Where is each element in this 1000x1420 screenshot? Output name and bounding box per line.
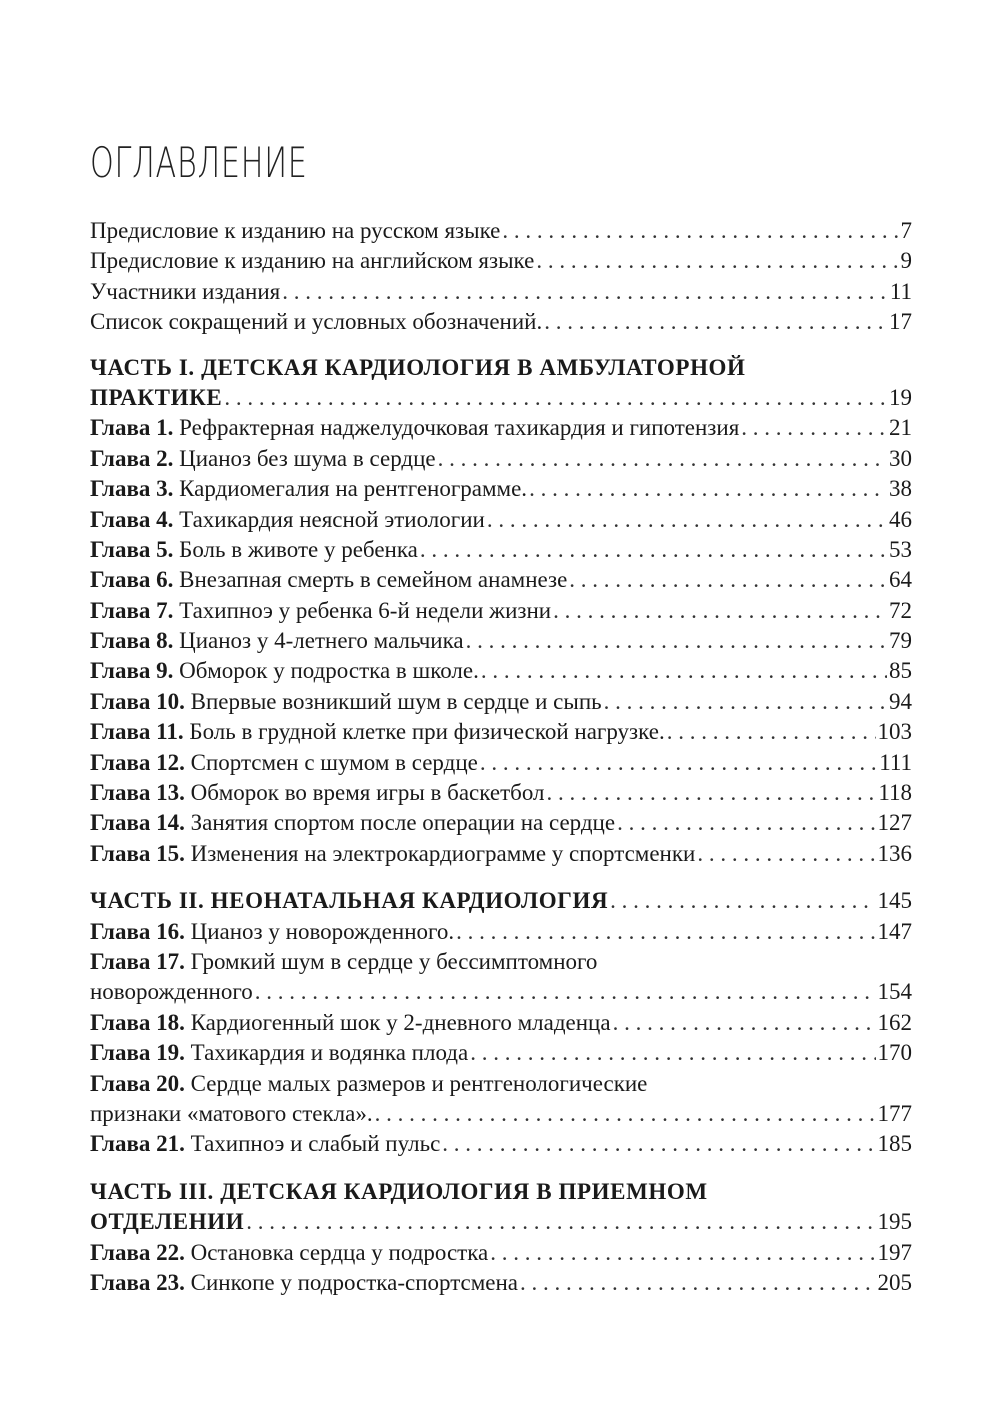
leader-dots [487, 505, 887, 535]
chapter-entry-cont[interactable] [90, 977, 912, 1007]
chapter-title: Тахикардия неясной этиологии [179, 506, 485, 532]
chapter-title: Рефрактерная наджелудочковая тахикардия и гипотензия [179, 415, 740, 441]
leader-dots [613, 1008, 876, 1038]
chapter-title: Боль в животе у ребенка [179, 536, 418, 562]
leader-dots [604, 687, 887, 717]
chapter-title: Изменения на электрокардиограмме у спортсменки [190, 840, 696, 866]
chapter-title: Цианоз без шума в сердце [179, 445, 436, 471]
chapter-entry[interactable] [90, 778, 912, 808]
leader-dots [246, 1207, 875, 1237]
chapter-title: признаки «матового стекла». [90, 1100, 373, 1126]
chapter-title: Цианоз у новорожденного. [190, 918, 455, 944]
leader-dots [466, 626, 887, 656]
chapter-label: Глава 18. [90, 1009, 185, 1035]
chapter-entry[interactable] [90, 748, 912, 778]
chapter-entry[interactable] [90, 656, 912, 686]
chapter-page: 170 [877, 1040, 912, 1066]
chapter-title: новорожденного [90, 979, 253, 1005]
chapter-page: 103 [877, 719, 912, 745]
section-gap [90, 338, 912, 353]
leader-dots [544, 307, 887, 337]
chapter-label: Глава 8. [90, 628, 174, 654]
chapter-label: Глава 6. [90, 567, 174, 593]
chapter-entry[interactable] [90, 474, 912, 504]
toc-entry-page: 19 [889, 384, 912, 410]
chapter-label: Глава 16. [90, 918, 185, 944]
chapter-page: 185 [877, 1131, 912, 1157]
chapter-entry[interactable] [90, 687, 912, 717]
chapter-title: Впервые возникший шум в сердце и сыпь [190, 688, 602, 714]
toc-entry-title: Список сокращений и условных обозначений. [90, 309, 543, 335]
chapter-entry[interactable] [90, 565, 912, 595]
chapter-entry-cont[interactable] [90, 1099, 912, 1129]
leader-dots [569, 565, 887, 595]
leader-dots [490, 1238, 875, 1268]
chapter-page: 94 [889, 688, 912, 714]
toc-entry-title: Участники издания [90, 278, 281, 304]
leader-dots [282, 277, 888, 307]
chapter-entry[interactable] [90, 839, 912, 869]
toc-entry-title: Предисловие к изданию на английском языке [90, 248, 535, 274]
chapter-title: Синкопе у подростка-спортсмена [190, 1269, 519, 1295]
toc-entry-page: 145 [877, 888, 912, 914]
chapter-title: Обморок во время игры в баскетбол [190, 780, 545, 806]
chapter-entry[interactable] [90, 1268, 912, 1298]
chapter-page: 136 [877, 840, 912, 866]
part-heading-cont[interactable] [90, 1207, 912, 1237]
part-heading[interactable] [90, 353, 912, 383]
chapter-label: Глава 12. [90, 749, 185, 775]
chapter-page: 147 [877, 918, 912, 944]
chapter-title: Остановка сердца у подростка [190, 1239, 489, 1265]
chapter-label: Глава 7. [90, 597, 174, 623]
part-title: ОТДЕЛЕНИИ [90, 1209, 245, 1235]
leader-dots [224, 383, 887, 413]
chapter-title: Внезапная смерть в семейном анамнезе [179, 567, 568, 593]
chapter-label: Глава 5. [90, 536, 174, 562]
chapter-page: 85 [889, 658, 912, 684]
part-heading[interactable] [90, 886, 912, 916]
chapter-entry[interactable] [90, 1008, 912, 1038]
chapter-label: Глава 4. [90, 506, 174, 532]
part-title: ПРАКТИКЕ [90, 384, 223, 410]
chapter-page: 162 [877, 1009, 912, 1035]
chapter-title: Кардиомегалия на рентгенограмме. [179, 476, 528, 502]
chapter-title: Кардиогенный шок у 2-дневного младенца [190, 1009, 611, 1035]
chapter-page: 53 [889, 536, 912, 562]
toc-entry[interactable] [90, 246, 912, 276]
leader-dots [480, 748, 877, 778]
chapter-title: Занятия спортом после операции на сердце [190, 810, 616, 836]
toc-entry-title: Предисловие к изданию на русском языке [90, 218, 501, 243]
leader-dots [697, 839, 875, 869]
toc-page [90, 0, 912, 1420]
chapter-title: Сердце малых размеров и рентгенологические [190, 1070, 648, 1096]
chapter-label: Глава 11. [90, 719, 184, 745]
chapter-label: Глава 15. [90, 840, 185, 866]
chapter-page: 197 [877, 1239, 912, 1265]
chapter-entry[interactable] [90, 808, 912, 838]
leader-dots [502, 216, 898, 246]
leader-dots [536, 246, 898, 276]
toc-entry-page: 195 [877, 1209, 912, 1235]
chapter-entry[interactable] [90, 413, 912, 443]
leader-dots [255, 977, 876, 1007]
part-heading[interactable] [90, 1177, 912, 1207]
chapter-entry[interactable] [90, 1129, 912, 1159]
leader-dots [442, 1129, 875, 1159]
chapter-label: Глава 19. [90, 1040, 185, 1066]
chapter-page: 118 [878, 780, 912, 806]
chapter-entry[interactable] [90, 444, 912, 474]
chapter-page: 111 [879, 749, 912, 775]
part-title: ЧАСТЬ II. НЕОНАТАЛЬНАЯ КАРДИОЛОГИЯ [90, 888, 609, 914]
chapter-page: 72 [889, 597, 912, 623]
chapter-label: Глава 22. [90, 1239, 185, 1265]
chapter-entry[interactable] [90, 1238, 912, 1268]
chapter-entry[interactable] [90, 505, 912, 535]
chapter-page: 177 [877, 1100, 912, 1126]
chapter-title: Обморок у подростка в школе. [179, 658, 479, 684]
chapter-entry[interactable] [90, 717, 912, 747]
chapter-entry[interactable] [90, 596, 912, 626]
leader-dots [481, 656, 887, 686]
chapter-title: Тахипноэ у ребенка 6-й недели жизни [179, 597, 552, 623]
leader-dots [553, 596, 887, 626]
toc-entry-page: 17 [889, 309, 912, 335]
chapter-label: Глава 1. [90, 415, 174, 441]
chapter-title: Спортсмен с шумом в сердце [190, 749, 478, 775]
table-of-contents [90, 216, 912, 1298]
chapter-page: 205 [877, 1269, 912, 1295]
leader-dots [375, 1099, 876, 1129]
chapter-page: 46 [889, 506, 912, 532]
leader-dots [470, 1038, 875, 1068]
toc-entry[interactable] [90, 216, 912, 246]
leader-dots [529, 474, 887, 504]
chapter-entry[interactable] [90, 626, 912, 656]
section-gap [90, 869, 912, 886]
chapter-label: Глава 10. [90, 688, 185, 714]
chapter-title: Громкий шум в сердце у бессимптомного [190, 948, 598, 974]
chapter-title: Тахипноэ и слабый пульс [190, 1131, 441, 1157]
chapter-label: Глава 14. [90, 810, 185, 836]
chapter-label: Глава 9. [90, 658, 174, 684]
chapter-page: 30 [889, 445, 912, 471]
chapter-label: Глава 23. [90, 1269, 185, 1295]
leader-dots [617, 808, 875, 838]
chapter-label: Глава 17. [90, 948, 185, 974]
leader-dots [520, 1268, 875, 1298]
chapter-label: Глава 20. [90, 1070, 185, 1096]
chapter-page: 127 [877, 810, 912, 836]
leader-dots [610, 886, 875, 916]
leader-dots [456, 917, 875, 947]
chapter-entry[interactable] [90, 947, 912, 977]
chapter-title: Боль в грудной клетке при физической нагрузке. [189, 719, 665, 745]
leader-dots [420, 535, 887, 565]
leader-dots [667, 717, 876, 747]
part-title: ЧАСТЬ III. ДЕТСКАЯ КАРДИОЛОГИЯ В ПРИЕМНОМ [90, 1178, 708, 1204]
part-heading-cont[interactable] [90, 383, 912, 413]
chapter-label: Глава 3. [90, 476, 174, 502]
chapter-page: 154 [877, 979, 912, 1005]
chapter-page: 21 [889, 415, 912, 441]
chapter-page: 64 [889, 567, 912, 593]
toc-entry-page: 7 [900, 218, 912, 243]
chapter-title: Цианоз у 4-летнего мальчика [179, 628, 464, 654]
leader-dots [547, 778, 877, 808]
leader-dots [438, 444, 887, 474]
section-gap [90, 1160, 912, 1177]
chapter-label: Глава 2. [90, 445, 174, 471]
toc-entry-page: 11 [889, 278, 912, 304]
toc-entry[interactable] [90, 307, 912, 337]
chapter-entry[interactable] [90, 917, 912, 947]
chapter-page: 79 [889, 628, 912, 654]
page-title: ОГЛАВЛЕНИЕ [90, 138, 308, 187]
chapter-entry[interactable] [90, 535, 912, 565]
toc-entry[interactable] [90, 277, 912, 307]
chapter-title: Тахикардия и водянка плода [190, 1040, 469, 1066]
chapter-label: Глава 21. [90, 1131, 185, 1157]
toc-entry-page: 9 [900, 248, 912, 274]
chapter-label: Глава 13. [90, 780, 185, 806]
chapter-page: 38 [889, 476, 912, 502]
chapter-entry[interactable] [90, 1069, 912, 1099]
leader-dots [741, 413, 887, 443]
part-title: ЧАСТЬ I. ДЕТСКАЯ КАРДИОЛОГИЯ В АМБУЛАТОРНОЙ [90, 354, 746, 380]
chapter-entry[interactable] [90, 1038, 912, 1068]
